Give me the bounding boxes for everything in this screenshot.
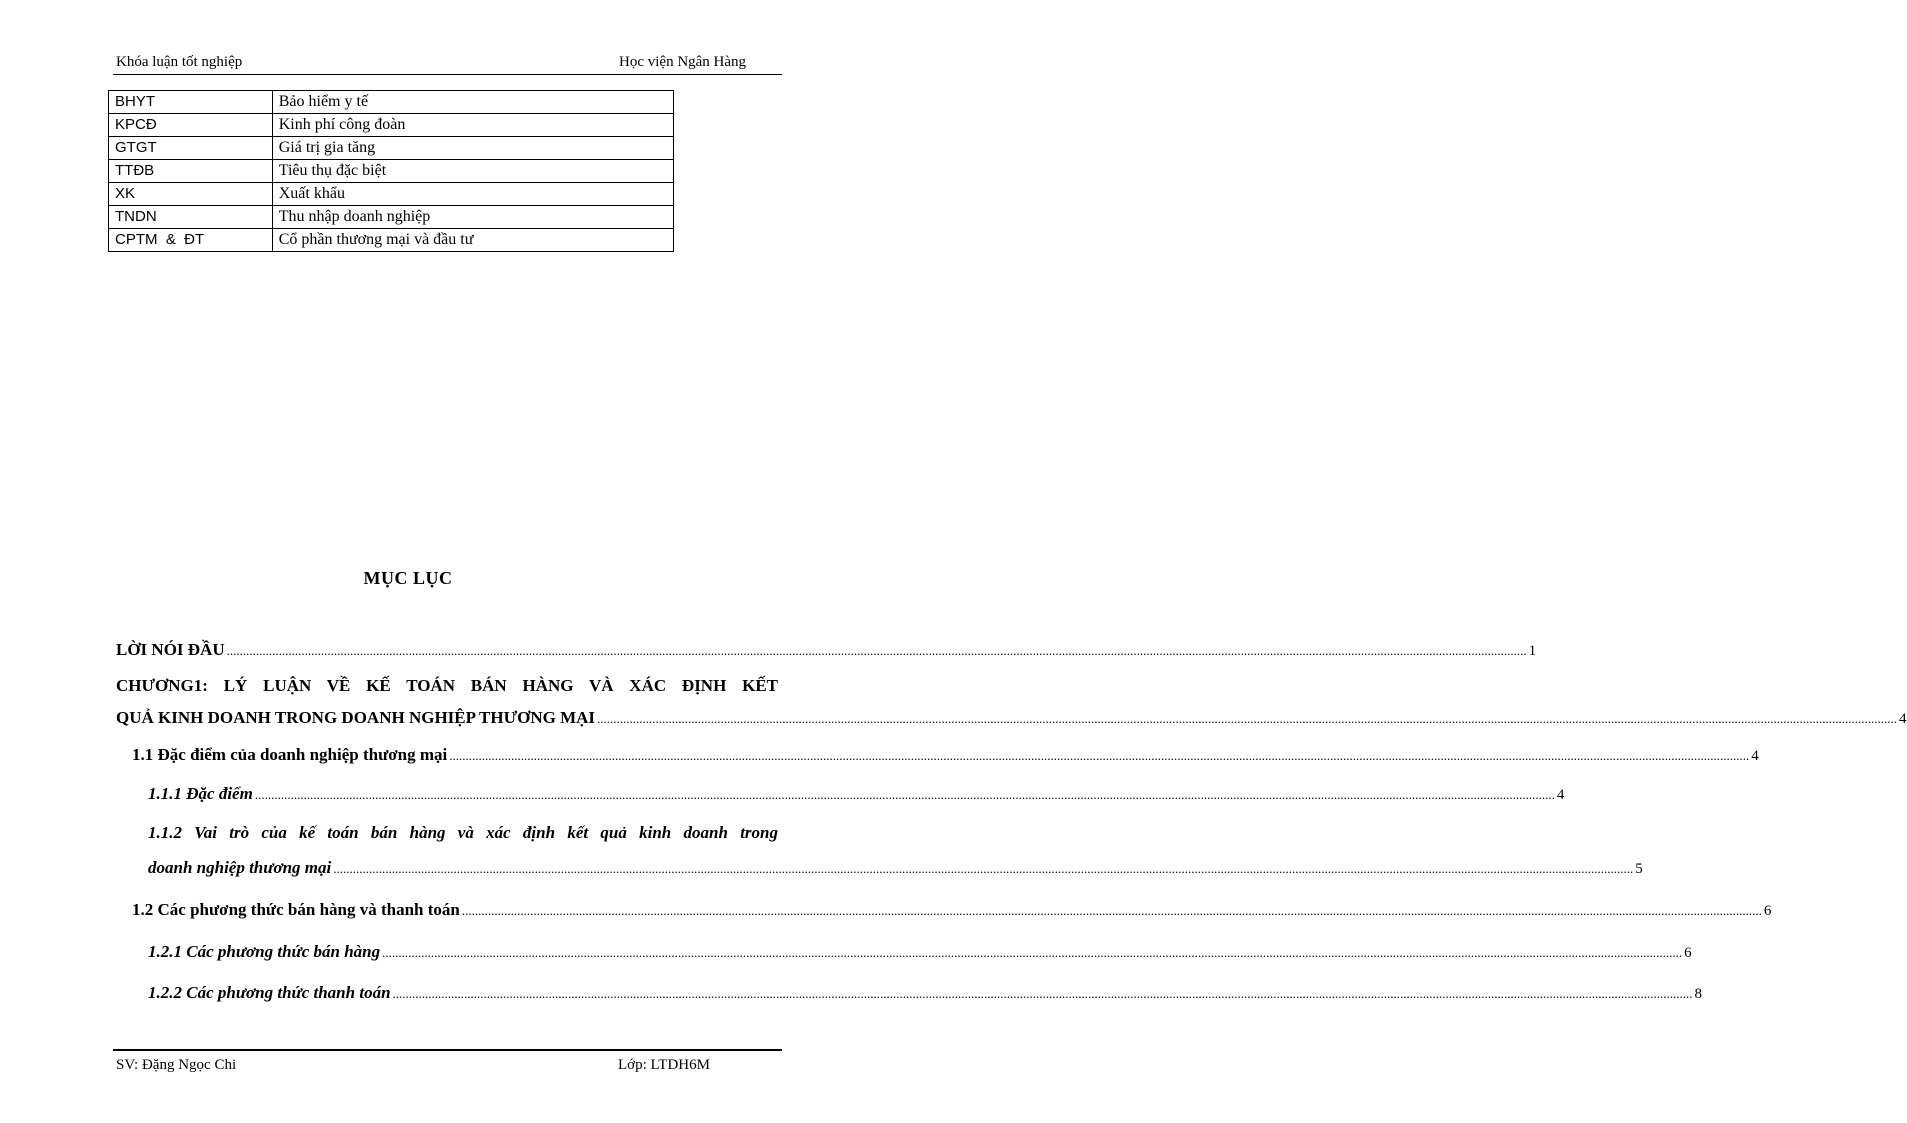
footer-class: Lớp: LTDH6M — [618, 1057, 710, 1073]
toc-page-number: 6 — [1684, 945, 1692, 961]
toc-entry-loi-noi-dau[interactable] — [116, 640, 1537, 660]
toc-page-number: 6 — [1763, 903, 1772, 919]
abbr-meaning: Giá trị gia tăng — [272, 137, 673, 160]
abbreviation-table — [108, 90, 674, 252]
toc-page-number: 4 — [1751, 748, 1759, 764]
table-row — [109, 91, 674, 114]
toc-entry-1-1-2-line1[interactable]: 1.1.2 Vai trò của kế toán bán hàng và xác định kết quả kinh doanh trong — [148, 823, 778, 842]
toc-page-number: 8 — [1694, 986, 1703, 1002]
toc-title: MỤC LỤC — [363, 568, 453, 588]
abbr-code: TNDN — [109, 206, 273, 229]
abbr-code: BHYT — [109, 91, 273, 114]
toc-entry-text: 1.2.1 Các phương thức bán hàng — [148, 942, 381, 961]
abbr-code: XK — [109, 183, 273, 206]
toc-entry-text: doanh nghiệp thương mại — [148, 858, 332, 877]
toc-dot-leader: ................................................................................................................................................................................................................................................................................................................................................................................................................ — [461, 903, 1762, 918]
toc-dot-leader: ................................................................................................................................................................................................................................................................................................................................................................................................................ — [254, 787, 1555, 802]
abbr-meaning: Thu nhập doanh nghiệp — [272, 206, 673, 229]
toc-entry-text: LỜI NÓI ĐẦU — [116, 640, 225, 659]
table-row — [109, 183, 674, 206]
toc-dot-leader: ................................................................................................................................................................................................................................................................................................................................................................................................................ — [226, 643, 1527, 658]
toc-entry-1-1[interactable] — [132, 745, 1759, 765]
table-row — [109, 114, 674, 137]
toc-page-number: 4 — [1556, 787, 1565, 803]
abbr-meaning: Kinh phí công đoàn — [272, 114, 673, 137]
page-header — [113, 54, 782, 75]
toc-dot-leader: ................................................................................................................................................................................................................................................................................................................................................................................................................ — [597, 711, 1898, 726]
abbr-meaning: Bảo hiểm y tế — [272, 91, 673, 114]
toc-entry-text: 1.2.2 Các phương thức thanh toán — [148, 983, 391, 1002]
table-row — [109, 137, 674, 160]
toc-entry-1-2-2[interactable] — [148, 983, 1703, 1003]
abbr-code: GTGT — [109, 137, 273, 160]
abbr-meaning: Xuất khẩu — [272, 183, 673, 206]
toc-entry-chuong1[interactable] — [116, 708, 1907, 728]
toc-page-number: 5 — [1635, 861, 1643, 877]
header-thesis-label: Khóa luận tốt nghiệp — [116, 54, 243, 70]
toc-dot-leader: ................................................................................................................................................................................................................................................................................................................................................................................................................ — [333, 861, 1634, 876]
abbr-code: KPCĐ — [109, 114, 273, 137]
table-row — [109, 229, 674, 252]
toc-dot-leader: ................................................................................................................................................................................................................................................................................................................................................................................................................ — [382, 945, 1683, 960]
abbr-code: TTĐB — [109, 160, 273, 183]
header-institution: Học viện Ngân Hàng — [619, 54, 747, 70]
toc-entry-1-2-1[interactable] — [148, 942, 1692, 962]
toc-entry-chuong1-line1[interactable]: CHƯƠNG1: LÝ LUẬN VỀ KẾ TOÁN BÁN HÀNG VÀ XÁC ĐỊNH KẾT — [116, 676, 778, 695]
toc-entry-text: 1.1 Đặc điểm của doanh nghiệp thương mại — [132, 745, 448, 764]
toc-entry-text: 1.2 Các phương thức bán hàng và thanh toán — [132, 900, 460, 919]
toc-entry-1-1-1[interactable] — [148, 784, 1565, 804]
table-row — [109, 160, 674, 183]
toc-dot-leader: ................................................................................................................................................................................................................................................................................................................................................................................................................ — [449, 748, 1750, 763]
toc-entry-text: QUẢ KINH DOANH TRONG DOANH NGHIỆP THƯƠNG MẠI — [116, 708, 596, 727]
toc-dot-leader: ................................................................................................................................................................................................................................................................................................................................................................................................................ — [392, 986, 1693, 1001]
page-footer — [113, 1049, 782, 1075]
toc-entry-1-1-2[interactable] — [148, 858, 1643, 878]
abbr-meaning: Cổ phần thương mại và đầu tư — [272, 229, 673, 252]
abbr-meaning: Tiêu thụ đặc biệt — [272, 160, 673, 183]
abbr-code: CPTM & ĐT — [109, 229, 273, 252]
footer-student-name: SV: Đặng Ngọc Chi — [116, 1057, 237, 1073]
toc-page-number: 1 — [1528, 643, 1537, 659]
table-row — [109, 206, 674, 229]
toc-entry-1-2[interactable] — [132, 900, 1772, 920]
toc-page-number: 4 — [1899, 711, 1907, 727]
toc-entry-text: 1.1.1 Đặc điểm — [148, 784, 253, 803]
